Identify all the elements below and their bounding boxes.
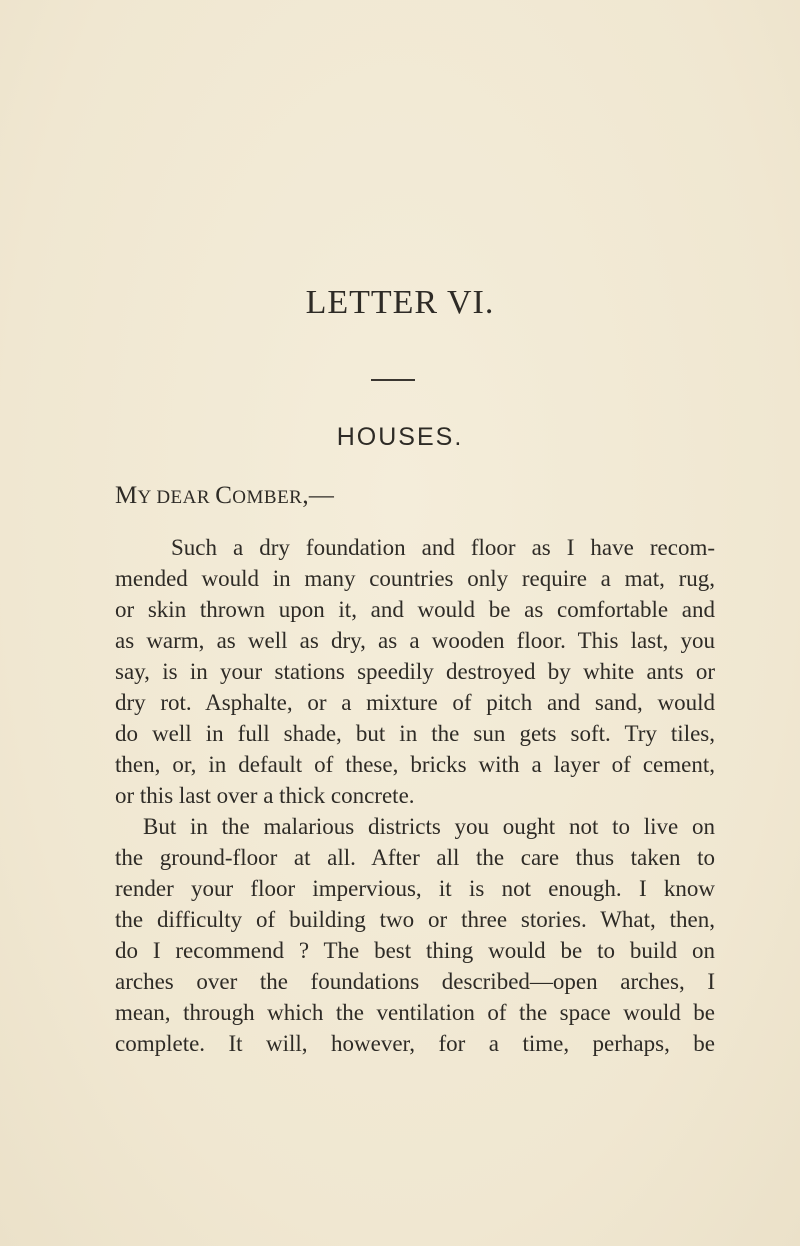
section-heading: HOUSES. bbox=[336, 423, 464, 451]
text-line: mended would in many countries only require a mat, rug, bbox=[115, 566, 715, 591]
text-line: do I recommend ? The best thing would be to build on bbox=[115, 938, 715, 963]
text-line: or skin thrown upon it, and would be as comfortable and bbox=[115, 597, 715, 622]
text-line: complete. It will, however, for a time, perhaps, be bbox=[115, 1031, 715, 1056]
salutation-comber-cap: C bbox=[215, 482, 233, 509]
salutation-dear: DEAR bbox=[151, 487, 216, 508]
text-line: arches over the foundations described—open arches, I bbox=[115, 969, 715, 994]
text-line: then, or, in default of these, bricks with a layer of cement, bbox=[115, 752, 715, 777]
divider-rule bbox=[371, 379, 415, 381]
text-line: mean, through which the ventilation of the space would be bbox=[115, 1000, 715, 1025]
chapter-title: LETTER VI. bbox=[305, 284, 495, 321]
text-line: or this last over a thick concrete. bbox=[115, 783, 415, 808]
text-line: as warm, as well as dry, as a wooden floor. This last, you bbox=[115, 628, 715, 653]
text-line: the difficulty of building two or three stories. What, then, bbox=[115, 907, 715, 932]
text-line: render your floor impervious, it is not enough. I know bbox=[115, 876, 715, 901]
text-line: do well in full shade, but in the sun gets soft. Try tiles, bbox=[115, 721, 715, 746]
text-line: the ground-floor at all. After all the care thus taken to bbox=[115, 845, 715, 870]
letter-body bbox=[115, 532, 715, 1059]
text-line: Such a dry foundation and floor as I have recom- bbox=[171, 535, 715, 560]
text-line: dry rot. Asphalte, or a mixture of pitch and sand, would bbox=[115, 690, 715, 715]
salutation-tail: ,— bbox=[302, 482, 335, 509]
salutation-my-cap: M bbox=[115, 482, 138, 509]
text-line: say, is in your stations speedily destroyed by white ants or bbox=[115, 659, 715, 684]
salutation-comber-rest: OMBER bbox=[232, 487, 303, 508]
text-line: But in the malarious districts you ought not to live on bbox=[143, 814, 715, 839]
salutation-my-rest: Y bbox=[137, 487, 152, 508]
salutation bbox=[115, 481, 334, 513]
